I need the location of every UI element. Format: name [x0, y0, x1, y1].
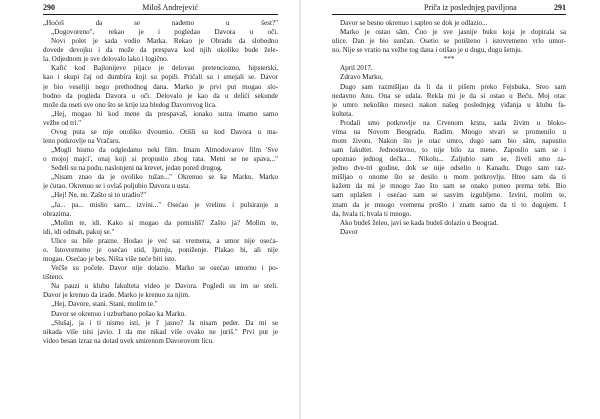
running-head-author: Miloš Andrejević — [142, 3, 198, 12]
text-line: o mojoj majci', onaj koji si propustio zbog rata. Meni se ne spava..." — [43, 155, 278, 164]
text-line: bodno da pogleda Davora u oči. Delovalo je kao da u delići sekunde — [43, 91, 278, 100]
text-line: je umro nekoliko meseci nakon našeg poslednjeg viđanja u klubu fa- — [332, 100, 566, 109]
text-line: Dugo sam razmišljao da li da ti pišem preko Fejsbuka. Sreo sam — [340, 82, 566, 91]
text-line: „Slušaj, ja i ti nismo isti, je l' jasno? Ja nisam peder. Da mi se — [51, 318, 278, 327]
text-line: Ovog puta se nije onoliko dvoumio. Otišli su kod Davora u ma- — [51, 127, 278, 136]
left-page-header — [43, 3, 278, 15]
text-line: Seđeli su na podu, naslonjeni na krevet, jedan pored drugog. — [51, 164, 223, 173]
text-line: ulice. Dan je bio sunčan. Osetio se potištenо i istovremeno vrlo umor- — [332, 37, 566, 46]
text-line: kao i skupi čaj od đumbira koji su popili. Pričali su i smejali se. Davor — [43, 73, 278, 82]
text-line: dovede devojku i da može da prespava kod njih ukoliko bude žele- — [43, 46, 278, 55]
text-line: tišteno. — [43, 273, 64, 282]
letter-greeting: Zdravo Marko, — [340, 73, 383, 82]
text-line: kulteta. — [332, 109, 354, 118]
left-page-body — [43, 19, 278, 346]
text-line: Marko je ostao sâm. Čuo je sve jasnije buku koja je dopirala sa — [340, 28, 566, 37]
text-line: znam da je mnogo vremena prošlo i znam samo da ti to dugujem. I — [332, 200, 566, 209]
right-page — [300, 0, 600, 419]
text-line: nedavno Anu. Ona se udala. Rekla mi je da si ostao u Beču. Moj otac — [332, 91, 566, 100]
text-line: idi, idi odmah, pakuj se." — [43, 227, 115, 236]
text-line: „Dogovoreno", rekao je i pogledao Davora u oči. — [51, 28, 278, 37]
text-line: Ulice su bile prazne. Hodao je već sat vremena, a umor nije oseća- — [51, 236, 278, 245]
text-line: jedno dve-tri godine, dok se nije odselio u Kanadu. Dugo sam raz- — [332, 164, 566, 173]
text-line: Kafić kod Bajlonijeve pijace je delovao pretenciozno, hipsterski, — [51, 64, 278, 73]
text-line: Davor se okrenuo i uzburbano pošao ka Marku. — [51, 309, 187, 318]
text-line: „Hej, mogao bi kod mene da prespavaš, ionako sutra imamo samo — [51, 109, 278, 118]
text-line: „Hoćeš da se nađemo u šest?" — [43, 19, 278, 27]
text-line: „Mogli bismo da odgledamo neki film. Imam Almodovarov film 'Sve — [51, 146, 278, 155]
text-line: o. Istovremeno je osećao stid, ljutnju, poniženje. Plakao bi, ali nije — [43, 245, 278, 254]
text-line: leno potkrovlje na Vračaru. — [43, 137, 121, 146]
text-line: video besan izraz na dotad uvek smirenom Davorovom licu. — [43, 336, 214, 345]
running-head-story-title: Priča iz poslednjeg paviljona — [424, 3, 517, 12]
page-number-right: 291 — [554, 3, 566, 12]
text-line: Ako budeš želeo, javi se kada budeš dolazio u Beograd. — [340, 218, 499, 227]
text-line: sam uplašen i osećao sam se sasvim izgubljeno. Izvini, molim te, — [332, 191, 566, 200]
text-line: je bio veseliji nego prethodnog dana. Marko je prvi put mogao slo- — [43, 82, 278, 91]
text-line: Na pauzi u klubu fakulteta video je Davora. Pogledi su im se sreli. — [51, 282, 278, 291]
text-line: Prodali smo potkrovlje na Crvenom krstu, sada živim u bloko- — [340, 118, 566, 127]
text-line: upoznao jednog dečka... Nikolu... Zaljubio sam se, živeli smo za- — [332, 155, 566, 164]
letter-date: April 2017. — [340, 64, 373, 73]
text-line: „Hej! Ne, ne. Zašto si to uradio?" — [51, 191, 147, 200]
text-line: Davor se besno okrenuo i sapleo se dok je odlazio... — [340, 19, 488, 27]
text-line: „Nisam znao da je ovoliko tužan..." Okrenuo se ka Marku. Marko — [51, 173, 278, 182]
text-line: „Molim te, idi. Kako si mogao da pomisliš? Zašto ja? Molim te, — [51, 218, 278, 227]
right-page-header — [332, 3, 566, 15]
text-line: „Ja... pa... mislio sam... izvini..." Osećao je vrelinu i pulsiranje u — [51, 200, 278, 209]
letter-signature: Davor — [340, 227, 358, 236]
text-line: Novi polet je sada vodio Marka. Rekao je Obradu da slobodno — [51, 37, 278, 46]
text-line: nikada više nisi javio. I da me nikad više ovako ne juriš." Prvi put je — [43, 327, 278, 336]
right-page-body — [332, 19, 566, 237]
text-line: da, hvala ti, hvala ti mnogo. — [332, 209, 412, 218]
text-line: kažem da mi je mnogo žao što sam se onako ponео prema tebi. Bio — [332, 182, 566, 191]
text-line: može da oseti sve ono što se krije iza bledog Davorovog lica. — [43, 100, 217, 109]
text-line: mišljao o onome što se desilo u mom potkrovlju. Hteo sam da ti — [332, 173, 566, 182]
text-line: obrazima. — [43, 209, 72, 218]
text-line: la. Odjednom je sve delovalo lako i logično. — [43, 55, 169, 64]
text-line: mogao. Osećao je bes. Ništa više neće biti isto. — [43, 255, 177, 264]
page-number-left: 290 — [43, 3, 55, 12]
section-break: *** — [443, 55, 455, 64]
text-line: mom životu. Nakon što je otac umro, dugo sam bio sâm, napustio — [332, 137, 566, 146]
text-line: „Hej, Davore, stani. Stani, molim te." — [51, 300, 158, 309]
text-line: Večše su počele. Davor nije dolazio. Marko se osećao umorno i po- — [51, 264, 278, 273]
text-line: vežbe od tri." — [43, 118, 82, 127]
text-line: no. Nije se vratio na vežbe tog dana i otišao je u dugu, dugu šetnju. — [332, 46, 523, 55]
text-line: Davor je krenuo da izađe. Marko je krenuo za njim. — [43, 291, 190, 300]
text-line: vima na Novom Beogradu. Radim. Mnogo stvari se promenilo u — [332, 127, 566, 136]
text-line: je ćutao. Okrenuo se i ovlaš poljubio Davora u usta. — [43, 182, 191, 191]
text-line: sam fakultet. Jednostavno, to nije bilo za mene. Zaposlio sam se i — [332, 146, 566, 155]
